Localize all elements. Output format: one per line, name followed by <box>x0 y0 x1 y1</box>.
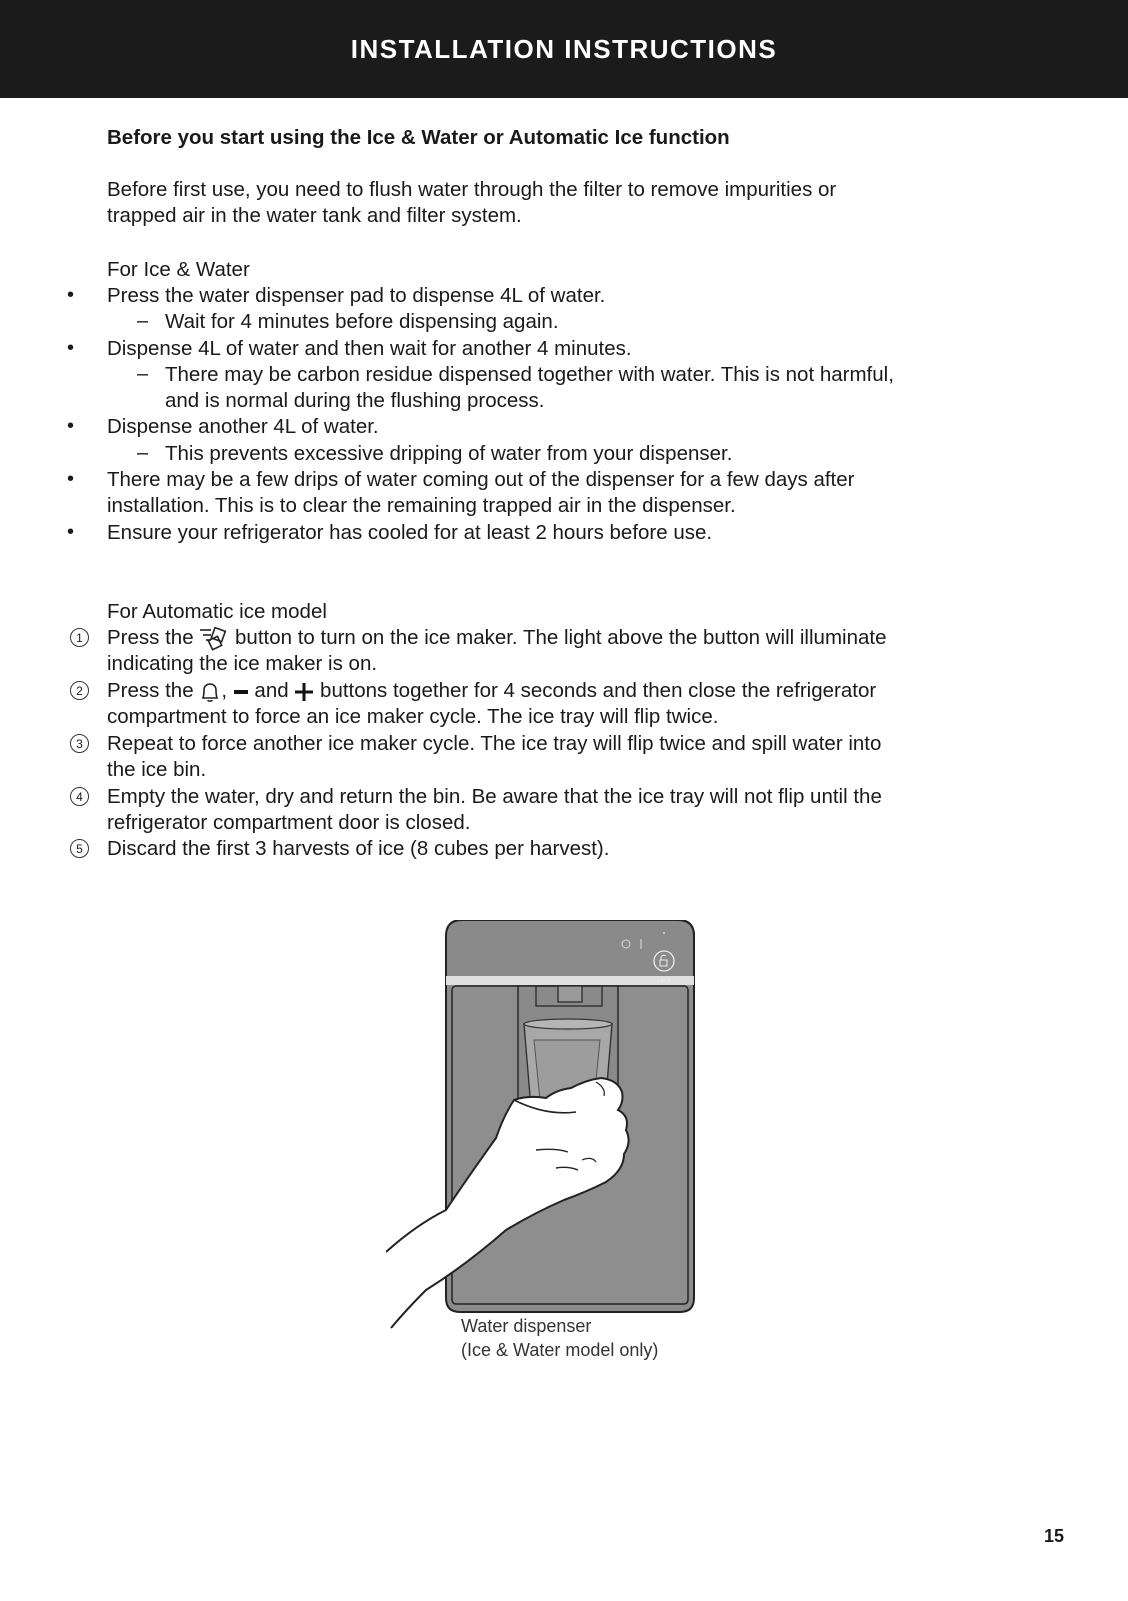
figure-caption-line1: Water dispenser <box>461 1316 592 1336</box>
step-number-4: 4 <box>70 787 89 806</box>
ice-water-bullet-2-sub-line1: There may be carbon residue dispensed together with water. This is not harmful, <box>165 363 894 386</box>
minus-icon <box>233 682 249 702</box>
auto-ice-step-1-line2: indicating the ice maker is on. <box>107 652 378 675</box>
auto-ice-step-3-line2: the ice bin. <box>107 758 207 781</box>
plus-icon <box>294 682 314 702</box>
dash-marker: – <box>137 363 149 385</box>
ice-water-bullet-2: Dispense 4L of water and then wait for another 4 minutes. <box>107 337 632 360</box>
auto-ice-step-4-line2: refrigerator compartment door is closed. <box>107 811 471 834</box>
intro-heading: Before you start using the Ice & Water or Automatic Ice function <box>107 126 730 149</box>
lock-label: Lock <box>657 977 671 984</box>
intro-paragraph-line1: Before first use, you need to flush water through the filter to remove impurities or <box>107 178 837 201</box>
ice-water-bullet-4-line1: There may be a few drips of water coming out of the dispenser for a few days after <box>107 468 855 491</box>
auto-ice-step-2-line2: compartment to force an ice maker cycle. The ice tray will flip twice. <box>107 705 719 728</box>
bullet-marker: • <box>67 337 75 359</box>
ice-water-bullet-1-sub: Wait for 4 minutes before dispensing again. <box>165 310 559 333</box>
auto-ice-step-5: Discard the first 3 harvests of ice (8 cubes per harvest). <box>107 837 610 860</box>
auto-ice-step-1-line1: Press the button to turn on the ice maker. The light above the button will illuminate <box>107 624 886 652</box>
auto-ice-step-2-line1: Press the , and buttons together for 4 seconds and then close the refrigerator <box>107 679 877 702</box>
bullet-marker: • <box>67 284 75 306</box>
bullet-marker: • <box>67 468 75 490</box>
page-title: INSTALLATION INSTRUCTIONS <box>350 33 778 64</box>
ice-water-heading: For Ice & Water <box>107 258 250 281</box>
bell-icon <box>199 681 221 703</box>
ice-maker-icon <box>199 626 229 652</box>
ice-water-bullet-5: Ensure your refrigerator has cooled for at least 2 hours before use. <box>107 521 713 544</box>
step-number-2: 2 <box>70 681 89 700</box>
header-bar <box>0 0 1128 98</box>
auto-ice-heading: For Automatic ice model <box>107 600 327 623</box>
auto-ice-step-4-line1: Empty the water, dry and return the bin. Be aware that the ice tray will not flip until the <box>107 785 882 808</box>
ice-water-bullet-4-line2: installation. This is to clear the remaining trapped air in the dispenser. <box>107 494 736 517</box>
auto-ice-step-3-line1: Repeat to force another ice maker cycle. The ice tray will flip twice and spill water into <box>107 732 882 755</box>
bullet-marker: • <box>67 415 75 437</box>
step-number-3: 3 <box>70 734 89 753</box>
intro-paragraph-line2: trapped air in the water tank and filter system. <box>107 204 522 227</box>
page-number: 15 <box>1043 1526 1064 1546</box>
ice-water-bullet-3: Dispense another 4L of water. <box>107 415 379 438</box>
figure-caption-line2: (Ice & Water model only) <box>461 1340 659 1360</box>
ice-water-bullet-3-sub: This prevents excessive dripping of water from your dispenser. <box>165 442 733 465</box>
bullet-marker: • <box>67 521 75 543</box>
step-number-1: 1 <box>70 628 89 647</box>
dash-marker: – <box>137 310 149 332</box>
dash-marker: – <box>137 442 149 464</box>
ice-water-bullet-1: Press the water dispenser pad to dispense 4L of water. <box>107 284 606 307</box>
ice-water-bullet-2-sub-line2: and is normal during the flushing process. <box>165 389 545 412</box>
step-number-5: 5 <box>70 839 89 858</box>
water-dispenser-illustration <box>386 920 716 1340</box>
